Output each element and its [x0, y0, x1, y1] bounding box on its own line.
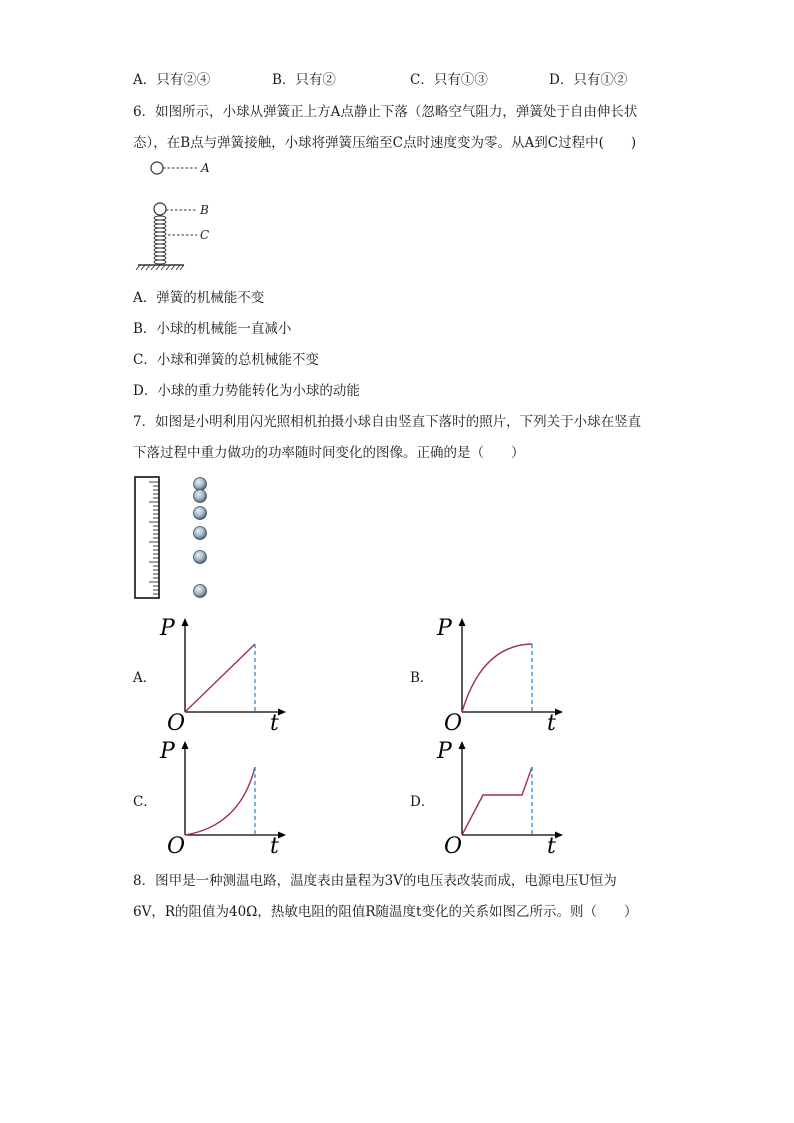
- option-letter: B．: [272, 72, 296, 88]
- y-axis-label: P: [437, 739, 452, 764]
- label-a: A: [201, 161, 210, 175]
- power-curve: [462, 767, 532, 835]
- graph-letter-b: B．: [410, 670, 434, 686]
- graph-d: [437, 738, 567, 858]
- power-curve: [185, 767, 255, 835]
- graph-letter-c: C．: [133, 794, 157, 810]
- q5-option-c: [410, 68, 488, 88]
- q8-stem-line-2: 6V，R的阻值为40Ω，热敏电阻的阻值R随温度t变化的关系如图乙所示。则（ ）: [133, 904, 638, 920]
- photo-ball: [194, 585, 207, 598]
- option-text: 只有①②: [573, 72, 628, 88]
- option-letter: C．: [410, 72, 434, 88]
- photo-ball: [194, 527, 207, 540]
- photo-ball: [194, 490, 207, 503]
- y-axis-arrow: [459, 741, 466, 749]
- ball-at-b: [154, 203, 166, 215]
- q6-option-d: D．小球的重力势能转化为小球的动能: [133, 383, 360, 399]
- x-axis-arrow: [278, 832, 286, 839]
- option-text: 只有②: [295, 72, 336, 88]
- y-axis-arrow: [459, 618, 466, 626]
- spring-figure: [130, 155, 230, 275]
- option-text: 只有②④: [156, 72, 211, 88]
- option-letter: D．: [549, 72, 574, 88]
- x-axis-arrow: [555, 709, 563, 716]
- origin-label: O: [444, 834, 463, 859]
- y-axis-label: P: [160, 739, 175, 764]
- origin-label: O: [167, 711, 186, 736]
- x-axis-arrow: [555, 832, 563, 839]
- q8-stem-line-1: 8．图甲是一种测温电路，温度表由量程为3V的电压表改装而成，电源电压U恒为: [133, 873, 617, 889]
- ruler: [135, 477, 159, 598]
- q5-option-a: [133, 68, 210, 88]
- flash-photo-figure: [134, 476, 224, 604]
- option-text: 只有①③: [433, 72, 488, 88]
- origin-label: O: [167, 834, 186, 859]
- origin-label: O: [444, 711, 463, 736]
- x-axis-label: t: [547, 834, 556, 859]
- x-axis-label: t: [270, 834, 279, 859]
- graph-letter-d: D．: [410, 794, 435, 810]
- x-axis-arrow: [278, 709, 286, 716]
- x-axis-label: t: [547, 711, 556, 736]
- graph-a: [160, 615, 290, 735]
- y-axis-arrow: [182, 741, 189, 749]
- q5-option-d: [549, 68, 627, 88]
- ball-at-a: [151, 162, 163, 174]
- q7-stem-line-2: 下落过程中重力做功的功率随时间变化的图像。正确的是（ ）: [133, 445, 525, 461]
- power-curve: [185, 644, 255, 712]
- spring-coils: [154, 216, 166, 264]
- graph-letter-a: A．: [133, 670, 157, 686]
- label-b: B: [200, 203, 209, 217]
- y-axis-arrow: [182, 618, 189, 626]
- photo-ball: [194, 551, 207, 564]
- q6-stem-line-2: 态），在B点与弹簧接触，小球将弹簧压缩至C点时速度变为零。从A到C过程中( ): [133, 135, 637, 151]
- graph-b: [437, 615, 567, 735]
- photo-ball: [194, 507, 207, 520]
- q7-stem-line-1: 7．如图是小明利用闪光照相机拍摄小球自由竖直下落时的照片，下列关于小球在竖直: [133, 414, 642, 430]
- ground-hatch: [136, 265, 184, 270]
- q6-stem-line-1: 6．如图所示，小球从弹簧正上方A点静止下落（忽略空气阻力，弹簧处于自由伸长状: [133, 104, 638, 120]
- y-axis-label: P: [437, 616, 452, 641]
- y-axis-label: P: [160, 616, 175, 641]
- power-curve: [462, 644, 532, 712]
- q6-option-a: A．弹簧的机械能不变: [133, 290, 265, 306]
- option-letter: A．: [133, 72, 157, 88]
- photo-ball: [194, 478, 207, 491]
- graph-c: [160, 738, 290, 858]
- label-c: C: [200, 228, 210, 242]
- q6-option-c: C．小球和弹簧的总机械能不变: [133, 352, 319, 368]
- q5-option-b: [272, 68, 336, 88]
- q6-option-b: B．小球的机械能一直减小: [133, 321, 292, 337]
- x-axis-label: t: [270, 711, 279, 736]
